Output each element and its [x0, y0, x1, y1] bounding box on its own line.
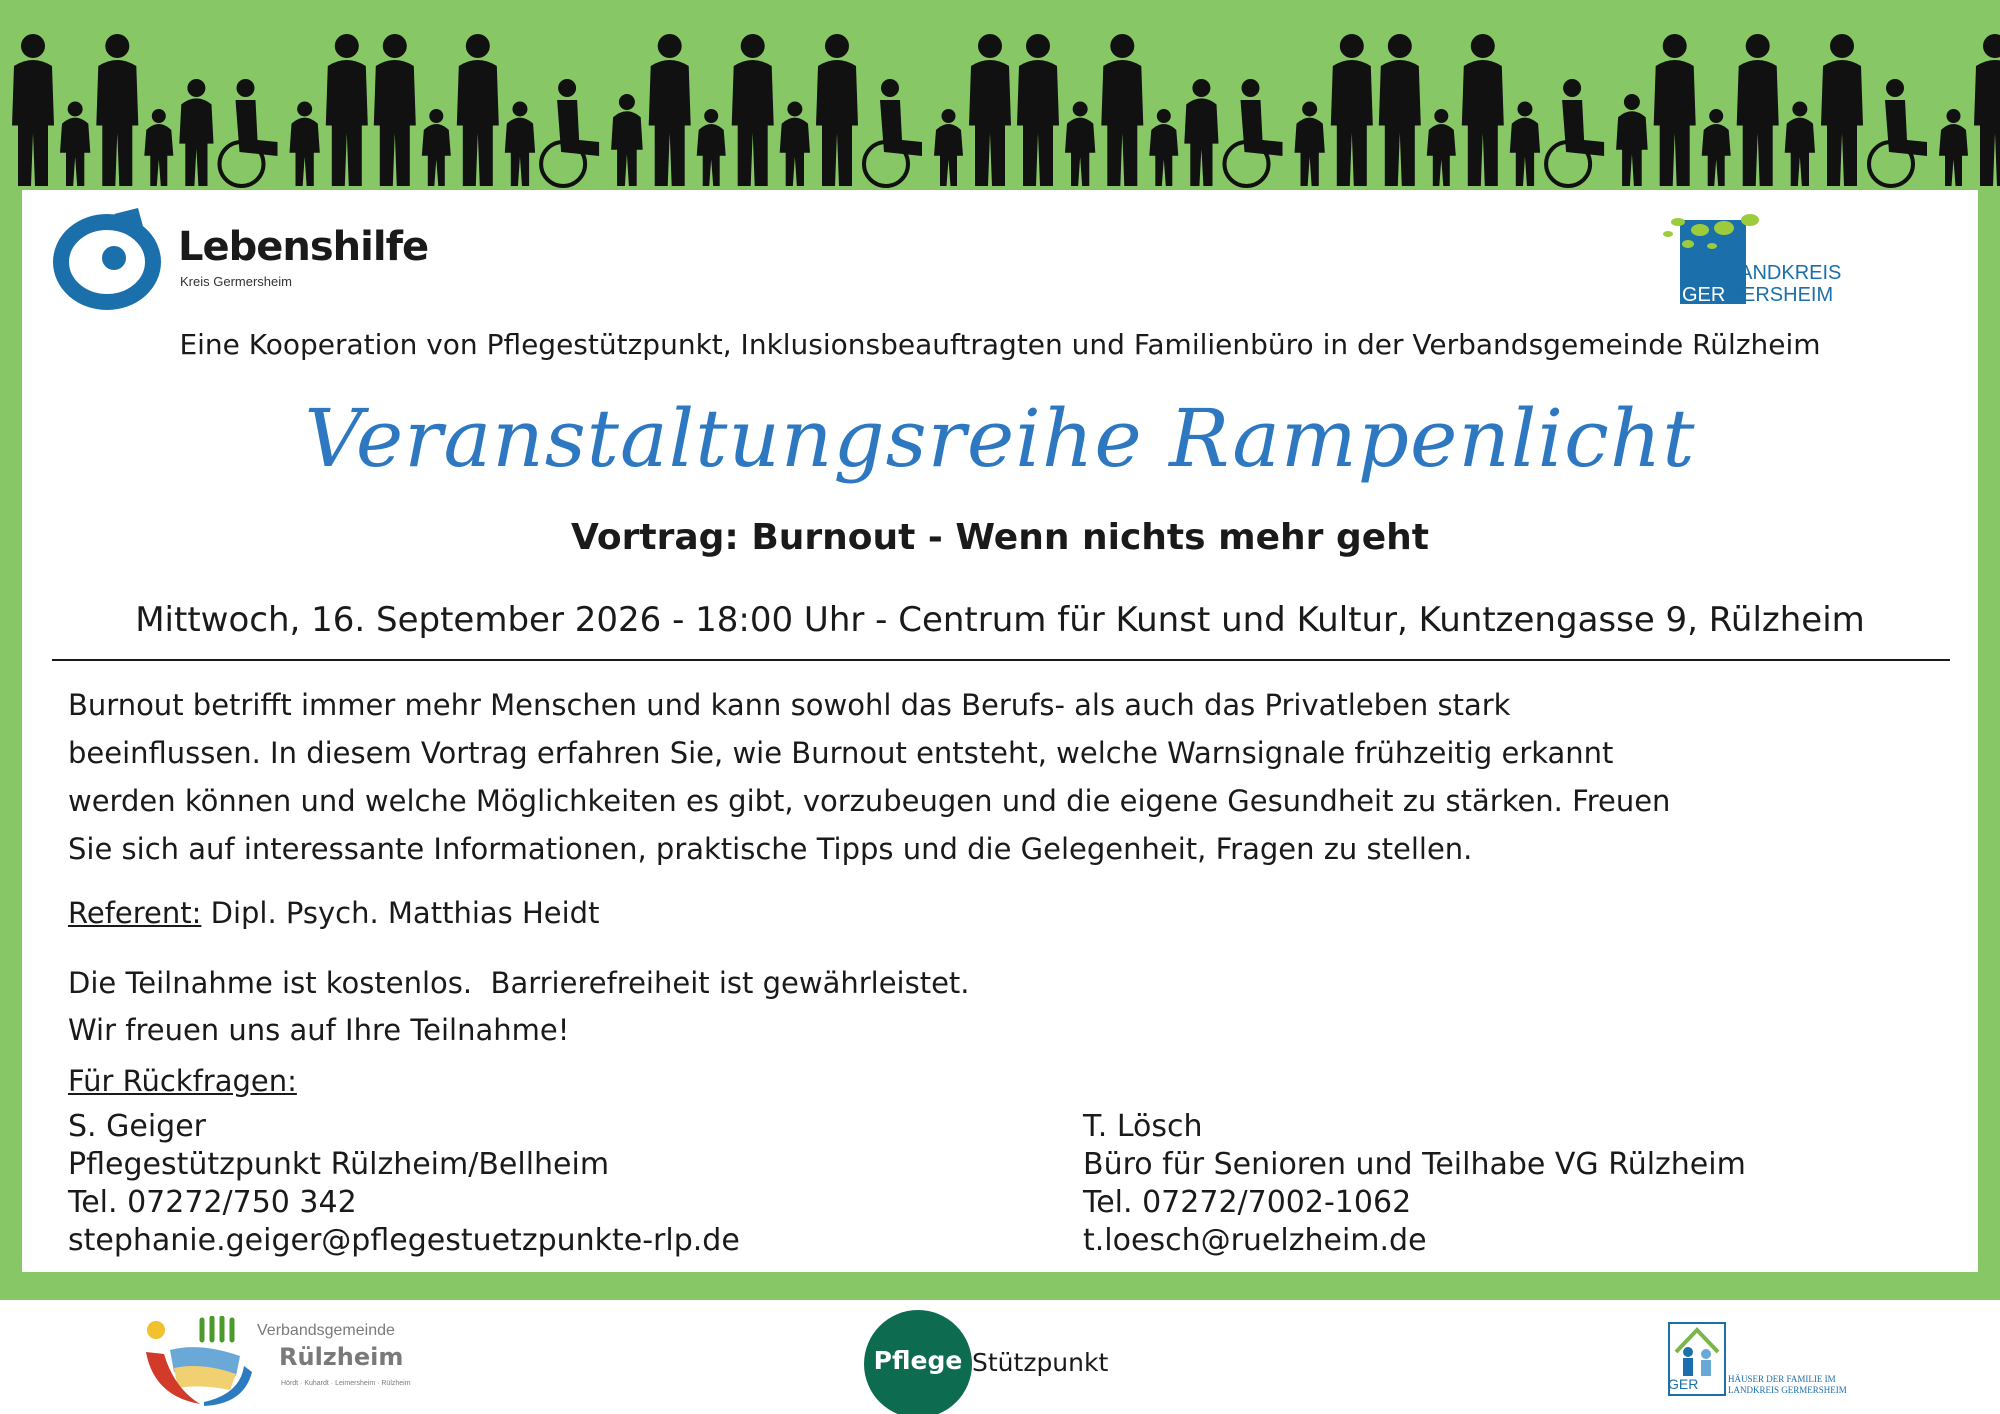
person-silhouette: [1821, 34, 1863, 186]
thanks-line: Wir freuen uns auf Ihre Teilnahme!: [68, 1013, 570, 1047]
person-silhouette: [1065, 102, 1095, 187]
person-silhouette: [1462, 34, 1504, 186]
description-line: werden können und welche Möglichkeiten es gibt, vorzubeugen und die eigene Gesundheit zu stärken. Freuen: [68, 784, 1671, 818]
person-silhouette: [1974, 34, 2000, 186]
wheelchair-person-silhouette: [864, 79, 922, 186]
contact-name: S. Geiger: [68, 1109, 206, 1144]
date-location: Mittwoch, 16. September 2026 - 18:00 Uhr - Centrum für Kunst und Kultur, Kuntzengasse 9, Rülzheim: [135, 600, 1865, 640]
person-silhouette: [1184, 79, 1218, 186]
contact-loesch: [1083, 1108, 1746, 1260]
person-silhouette: [780, 102, 810, 187]
haeuser-line1: HÄUSER DER FAMILIE IM: [1728, 1374, 1836, 1384]
landkreis-label: LANDKREIS: [1728, 262, 1842, 284]
person-silhouette: [144, 109, 173, 186]
person-silhouette: [649, 34, 691, 186]
speaker-label: Referent:: [68, 896, 202, 930]
wheelchair-person-silhouette: [1869, 79, 1927, 186]
person-silhouette: [422, 109, 451, 186]
person-silhouette: [1654, 34, 1696, 186]
ortsgemeinden-label: Hördt · Kuhardt · Leimersheim · Rülzheim: [281, 1380, 411, 1387]
lebenshilfe-sub: Kreis Germersheim: [180, 274, 292, 289]
germersheim-label-ger: GER: [1682, 284, 1726, 306]
person-silhouette: [1737, 34, 1779, 186]
contact-email: stephanie.geiger@pflegestuetzpunkte-rlp.de: [68, 1223, 740, 1258]
person-silhouette: [290, 102, 320, 187]
lebenshilfe-mark-icon: [52, 206, 167, 311]
people-silhouettes-banner: [0, 0, 2000, 190]
haeuser-ger-label: GER: [1668, 1376, 1699, 1392]
haeuser-line2: LANDKREIS GERMERSHEIM: [1728, 1385, 1847, 1395]
verbandsgemeinde-label: Verbandsgemeinde: [257, 1322, 395, 1339]
person-silhouette: [179, 79, 213, 186]
contact-org: Büro für Senioren und Teilhabe VG Rülzheim: [1083, 1147, 1746, 1182]
contact-phone: Tel. 07272/750 342: [68, 1185, 357, 1220]
person-silhouette: [374, 34, 416, 186]
person-silhouette: [96, 34, 138, 186]
person-silhouette: [816, 34, 858, 186]
person-silhouette: [611, 94, 643, 186]
wheelchair-person-silhouette: [1225, 79, 1283, 186]
person-silhouette: [1427, 109, 1456, 186]
person-silhouette: [1149, 109, 1178, 186]
person-silhouette: [1379, 34, 1421, 186]
contact-name: T. Lösch: [1083, 1109, 1203, 1144]
contact-org: Pflegestützpunkt Rülzheim/Bellheim: [68, 1147, 610, 1182]
description: [68, 681, 1948, 873]
pflege-label: Pflege: [873, 1346, 963, 1375]
contact-heading: Für Rückfragen:: [68, 1064, 297, 1098]
person-silhouette: [732, 34, 774, 186]
leaf-dots-icon: [1660, 212, 1770, 252]
person-silhouette: [1510, 102, 1540, 187]
divider: [52, 659, 1950, 661]
description-line: Burnout betrifft immer mehr Menschen und kann sowohl das Berufs- als auch das Privatleben stark: [68, 688, 1511, 722]
person-silhouette: [60, 102, 90, 187]
ruelzheim-label: Rülzheim: [279, 1343, 404, 1371]
wheelchair-person-silhouette: [220, 79, 278, 186]
person-silhouette: [1017, 34, 1059, 186]
contact-geiger: [68, 1108, 740, 1260]
pflegestuetzpunkt-logo: [864, 1300, 1164, 1414]
person-silhouette: [1939, 109, 1968, 186]
lebenshilfe-name: Lebenshilfe: [178, 224, 429, 270]
series-title: Veranstaltungsreihe Rampenlicht: [304, 392, 1696, 485]
person-silhouette: [1101, 34, 1143, 186]
description-line: Sie sich auf interessante Informationen, praktische Tipps und die Gelegenheit, Fragen zu stellen.: [68, 832, 1473, 866]
person-silhouette: [326, 34, 368, 186]
person-silhouette: [457, 34, 499, 186]
verbandsgemeinde-ruelzheim-logo: [140, 1306, 440, 1406]
haeuser-der-familie-logo: [1668, 1320, 1847, 1400]
person-silhouette: [1785, 102, 1815, 187]
person-silhouette: [1295, 102, 1325, 187]
germersheim-label: [1682, 284, 1833, 307]
person-silhouette: [505, 102, 535, 187]
lebenshilfe-logo: [52, 202, 452, 312]
contact-email: t.loesch@ruelzheim.de: [1083, 1223, 1427, 1258]
description-line: beeinflussen. In diesem Vortrag erfahren Sie, wie Burnout entsteht, welche Warnsignale frühzeitig erkannt: [68, 736, 1614, 770]
speaker-line: [68, 896, 599, 930]
free-admission-note: Die Teilnahme ist kostenlos. Barrierefreiheit ist gewährleistet.: [68, 966, 970, 1000]
person-silhouette: [1702, 109, 1731, 186]
wheelchair-person-silhouette: [541, 79, 599, 186]
speaker-name: Dipl. Psych. Matthias Heidt: [201, 896, 600, 930]
person-silhouette: [934, 109, 963, 186]
germersheim-label-rest: MERSHEIM: [1725, 284, 1834, 306]
person-silhouette: [697, 109, 726, 186]
ruelzheim-emblem-icon: [140, 1316, 255, 1410]
cooperation-line: Eine Kooperation von Pflegestützpunkt, Inklusionsbeauftragten und Familienbüro in der Verbandsgemeinde Rülzheim: [179, 328, 1821, 361]
person-silhouette: [1616, 94, 1648, 186]
person-silhouette: [1331, 34, 1373, 186]
person-silhouette: [969, 34, 1011, 186]
wheelchair-person-silhouette: [1546, 79, 1604, 186]
stuetzpunkt-label: Stützpunkt: [972, 1348, 1109, 1377]
contact-phone: Tel. 07272/7002-1062: [1083, 1185, 1412, 1220]
person-silhouette: [12, 34, 54, 186]
landkreis-germersheim-logo: [1660, 212, 1900, 312]
talk-title: Vortrag: Burnout - Wenn nichts mehr geht: [571, 517, 1429, 558]
